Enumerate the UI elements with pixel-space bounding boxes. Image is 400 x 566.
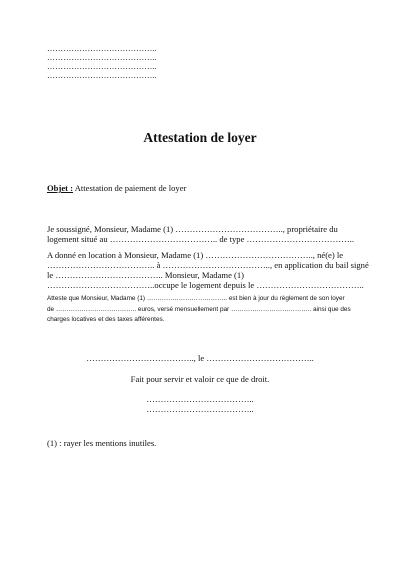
signature-block (0, 394, 400, 414)
signature-line-1: ……………………………….. (146, 394, 254, 404)
footnote: (1) : rayer les mentions inutiles. (47, 438, 157, 448)
owner-paragraph (47, 224, 354, 244)
sender-line-3: ………………………………….. (47, 62, 157, 71)
attestation-line-2: de ……………………………….. euros, versé mensuellement par ……………………………….. ainsi que des (47, 305, 351, 313)
objet-line (47, 183, 186, 193)
sender-line-4: ………………………………….. (47, 71, 157, 80)
tenant-line-3: le ……………………………….. Monsieur, Madame (1) (47, 270, 245, 280)
document-title: Attestation de loyer (143, 130, 257, 145)
objet-text: Attestation de paiement de loyer (73, 183, 187, 193)
place-date-line: ……………………………….., le ……………………………….. (86, 353, 314, 363)
tenant-paragraph (47, 250, 369, 290)
attestation-line-1: Atteste que Monsieur, Madame (1) ……………………………….. est bien à jour du règlement de son loyer (47, 295, 345, 302)
tenant-line-1: A donné en location à Monsieur, Madame (1) ……………………………….., né(e) le (47, 250, 344, 260)
closing-statement: Fait pour servir et valoir ce que de droit. (130, 374, 270, 384)
sender-address-block (47, 44, 157, 80)
objet-label: Objet : (47, 183, 74, 193)
tenant-line-4: ………………………………..occupe le logement depuis le ……………………………….. (47, 280, 364, 290)
sender-line-2: ………………………………….. (47, 53, 157, 62)
attestation-paragraph (47, 294, 351, 326)
sender-line-1: ………………………………….. (47, 44, 157, 53)
tenant-line-2: ……………………………….. à ……………………………….., en application du bail signé (47, 260, 369, 270)
attestation-line-3: charges locatives et des taxes afférentes. (47, 316, 165, 323)
owner-line-1: Je soussigné, Monsieur, Madame (1) ……………………………….., propriétaire du (47, 224, 338, 234)
owner-line-2: logement situé au ……………………………….. de type ……………………………….. (47, 234, 354, 244)
signature-line-2: ……………………………….. (146, 404, 254, 414)
